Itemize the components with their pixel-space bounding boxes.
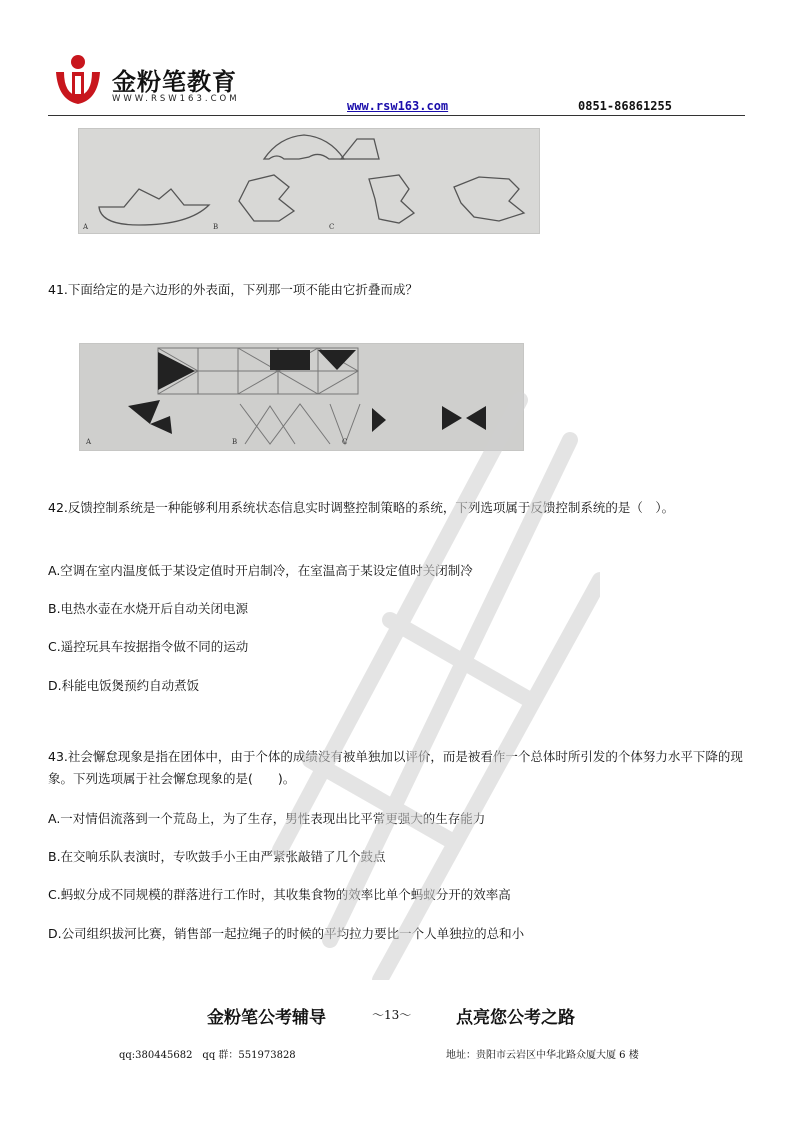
footer-slogan-right: 点亮您公考之路 bbox=[456, 1008, 575, 1028]
figure2-label-a: A bbox=[86, 438, 92, 446]
brand-logo-icon bbox=[52, 52, 104, 106]
question-43-option-a: A.一对情侣流落到一个荒岛上，为了生存，男性表现出比平常更强大的生存能力 bbox=[48, 811, 486, 826]
figure1-label-c: C bbox=[329, 223, 335, 231]
brand-name: 金粉笔教育 bbox=[112, 68, 237, 96]
figure-hexagon-net-options bbox=[79, 343, 524, 451]
question-42-option-b: B.电热水壶在水烧开后自动关闭电源 bbox=[48, 601, 249, 616]
header-divider bbox=[48, 115, 745, 116]
question-42-option-d: D.科能电饭煲预约自动煮饭 bbox=[48, 678, 200, 693]
footer-address: 地址：贵阳市云岩区中华北路众厦大厦 6 楼 bbox=[446, 1050, 639, 1061]
page-number: ～13～ bbox=[372, 1008, 412, 1022]
question-43-option-c: C.蚂蚁分成不同规模的群落进行工作时，其收集食物的效率比单个蚂蚁分开的效率高 bbox=[48, 887, 511, 902]
figure1-label-b: B bbox=[213, 223, 219, 231]
figure-shapes-options bbox=[78, 128, 540, 234]
brand-url: WWW.RSW163.COM bbox=[112, 94, 240, 104]
phone-number: 0851-86861255 bbox=[578, 99, 672, 113]
question-43-option-d: D.公司组织拔河比赛，销售部一起拉绳子的时候的平均拉力要比一个人单独拉的总和小 bbox=[48, 926, 525, 941]
figure2-label-c: C bbox=[342, 438, 348, 446]
question-42-option-a: A.空调在室内温度低于某设定值时开启制冷，在室温高于某设定值时关闭制冷 bbox=[48, 563, 473, 578]
question-42: 42.反馈控制系统是一种能够利用系统状态信息实时调整控制策略的系统，下列选项属于反馈控制系统的是（ ）。 bbox=[48, 500, 675, 515]
question-43-option-b: B.在交响乐队表演时，专吹鼓手小王由严紧张敲错了几个鼓点 bbox=[48, 849, 386, 864]
figure1-label-a: A bbox=[83, 223, 89, 231]
footer-slogan-left: 金粉笔公考辅导 bbox=[207, 1008, 326, 1028]
footer-qq: qq:380445682 qq 群：551973828 bbox=[119, 1050, 296, 1061]
site-link[interactable]: www.rsw163.com bbox=[347, 99, 449, 113]
figure2-label-b: B bbox=[232, 438, 238, 446]
question-43: 43.社会懈怠现象是指在团体中，由于个体的成绩没有被单独加以评价，而是被看作一个总体时所引发的个体努力水平下降的现象。下列选项属于社会懈怠现象的是( )。 bbox=[48, 749, 743, 786]
question-41: 41.下面给定的是六边形的外表面，下列那一项不能由它折叠而成？ bbox=[48, 282, 418, 297]
question-42-option-c: C.遥控玩具车按据指令做不同的运动 bbox=[48, 639, 249, 654]
